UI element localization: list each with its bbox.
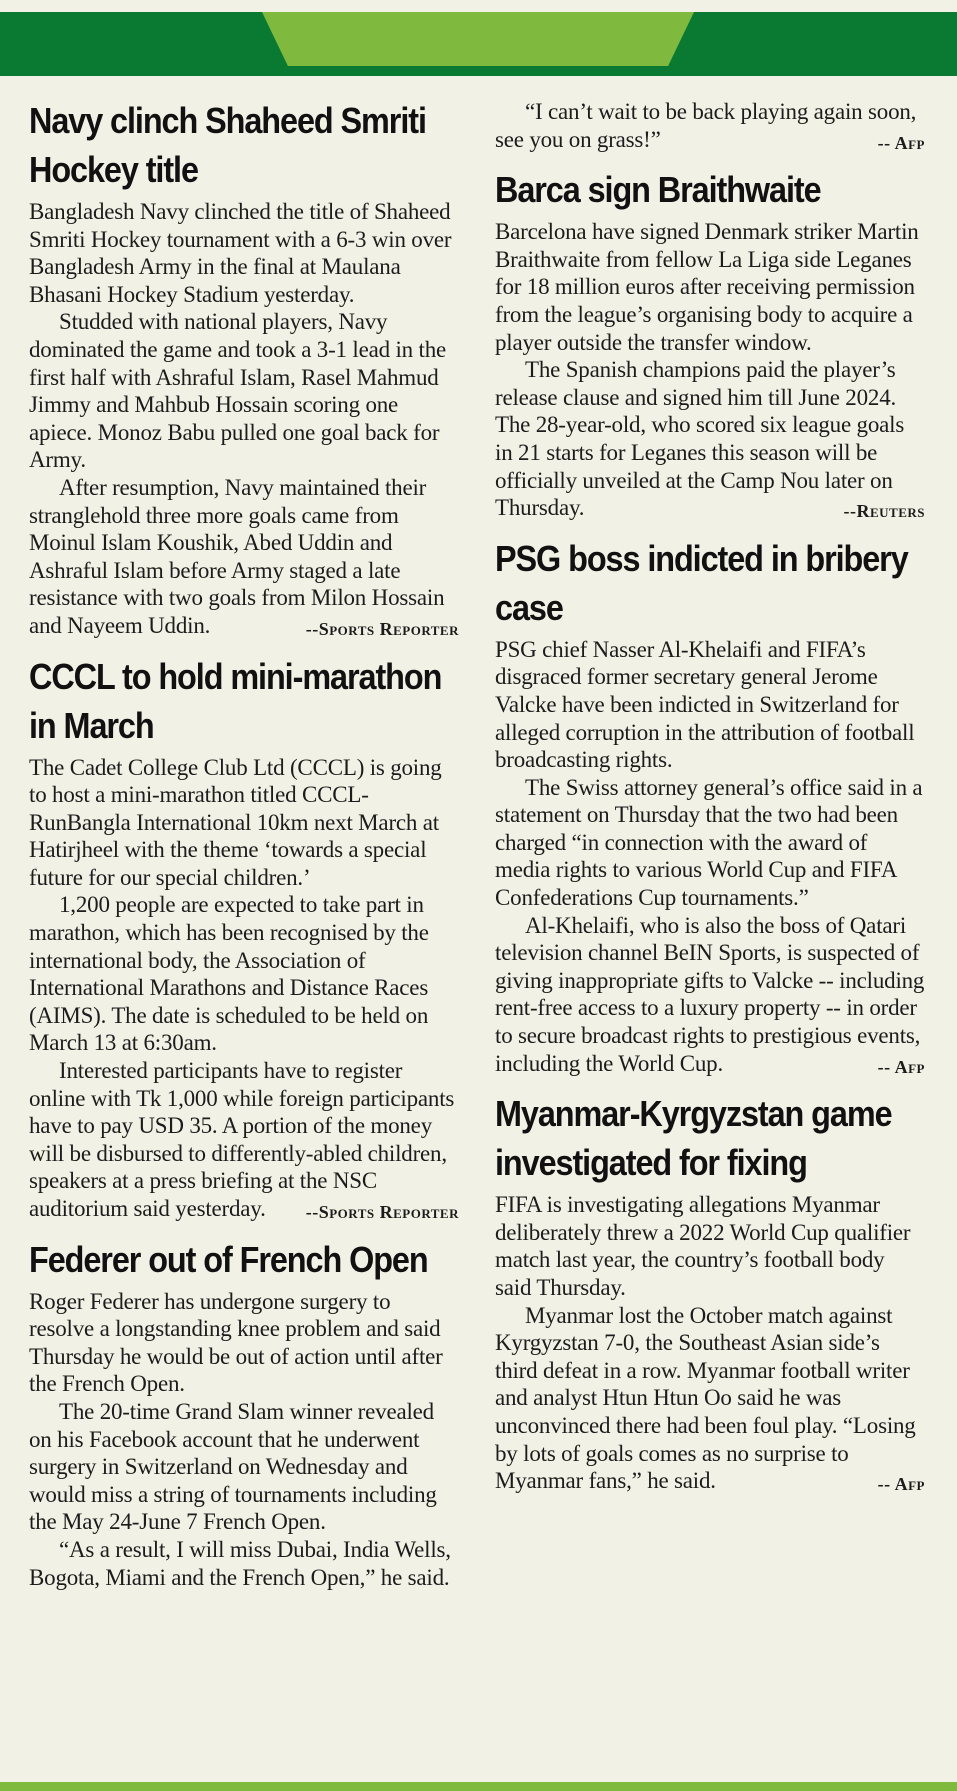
paragraph (495, 98, 925, 153)
article-cccl-marathon (29, 652, 459, 1227)
paragraph: “As a result, I will miss Dubai, India Wells, Bogota, Miami and the French Open,” he said. (29, 1536, 451, 1590)
article-myanmar (495, 1089, 925, 1499)
headline: Myanmar-Kyrgyzstan game investigated for fixing (495, 1093, 892, 1184)
article-federer-continued (495, 98, 925, 157)
paragraph: Barcelona have signed Denmark striker Martin Braithwaite from fellow La Liga side Leganes for 18 million euros after receiving permission from the league’s organising body to acquire a player outside the transfer window. (495, 219, 919, 355)
paragraph (495, 1302, 925, 1495)
paragraph-text: After resumption, Navy maintained their stranglehold three more goals came from Moinul Islam Koushik, Abed Uddin and Ashraful Islam before Army staged a late resistance with two goals from Milon Hossain and Nayeem Uddin. (29, 474, 445, 638)
article-barca (495, 165, 925, 526)
paragraph-text: “I can’t wait to be back playing again soon, see you on grass!” (495, 99, 917, 152)
paragraph: Studded with national players, Navy dominated the game and took a 3-1 lead in the first half with Ashraful Islam, Rasel Mahmud Jimmy and Mahbub Hossain scoring one apiece. Monoz Babu pulled one goal back for Army. (29, 309, 447, 473)
paragraph: PSG chief Nasser Al-Khelaifi and FIFA’s disgraced former secretary general Jerome Valcke have been indicted in Switzerland for alleged corruption in the attribution of football broadcasting rights. (495, 636, 915, 773)
byline: -- Afp (877, 1056, 925, 1077)
headline: PSG boss indicted in bribery case (495, 537, 908, 628)
byline: --Reuters (843, 501, 925, 522)
headline: Federer out of French Open (29, 1238, 428, 1280)
paragraph: Bangladesh Navy clinched the title of Shaheed Smriti Hockey tournament with a 6-3 win over Bangladesh Army in the final at Maulana Bhasani Hockey Stadium yesterday. (29, 199, 452, 307)
paragraph-text: Al-Khelaifi, who is also the boss of Qatari television channel BeIN Sports, is suspected of giving inappropriate gifts to Valcke -- including rent-free access to a luxury property -- in order to secure broadcast rights to prestigious events, including the World Cup. (495, 912, 925, 1076)
byline: -- Afp (877, 132, 925, 153)
headline: Barca sign Braithwaite (495, 169, 821, 211)
footer-bar (0, 1782, 957, 1791)
paragraph: FIFA is investigating allegations Myanmar deliberately threw a 2022 World Cup qualifier match last year, the country’s football body said Thursday. (495, 1192, 911, 1300)
paragraph: Roger Federer has undergone surgery to resolve a longstanding knee problem and said Thursday he would be out of action until after the French Open. (29, 1288, 443, 1397)
byline: -- Afp (877, 1474, 925, 1495)
paragraph (495, 912, 925, 1078)
left-column (29, 88, 459, 1595)
article-navy-hockey (29, 96, 459, 644)
byline: --Sports Reporter (305, 1202, 459, 1222)
banner-trapezoid (262, 12, 694, 66)
right-column (495, 98, 925, 1503)
paragraph-text: Interested participants have to register online with Tk 1,000 while foreign participants have to pay USD 35. A portion of the money will be disbursed to differently-abled children, speakers at a press briefing at the NSC auditorium said yesterday. (29, 1058, 455, 1221)
paragraph (29, 474, 459, 640)
paragraph (29, 1057, 459, 1223)
byline: --Sports Reporter (305, 618, 459, 639)
paragraph-text: The Spanish champions paid the player’s release clause and signed him till June 2024. The 28-year-old, who scored six league goals in 21 starts for Leganes this season will be officially unveiled at the Camp Nou later on Thursday. (495, 357, 905, 521)
paragraph: 1,200 people are expected to take part in marathon, which has been recognised by the international body, the Association of International Marathons and Distance Races (AIMS). The date is scheduled to be held on March 13 at 6:30am. (29, 892, 429, 1056)
paragraph: The 20-time Grand Slam winner revealed on his Facebook account that he underwent surgery in Switzerland on Wednesday and would miss a string of tournaments including the May 24-June 7 French Open. (29, 1398, 437, 1535)
paragraph-text: Myanmar lost the October match against Kyrgyzstan 7-0, the Southeast Asian side’s third defeat in a row. Myanmar football writer and analyst Htun Htun Oo said he was unconvinced there had been foul play. “Losing by lots of goals comes as no surprise to Myanmar fans,” he said. (495, 1302, 916, 1494)
article-psg (495, 534, 925, 1082)
paragraph: The Swiss attorney general’s office said in a statement on Thursday that the two had been charged “in connection with the award of media rights to various World Cup and FIFA Confederations Cup tournaments.” (495, 774, 923, 911)
header-banner (0, 12, 957, 76)
article-federer (29, 1235, 459, 1592)
headline: CCCL to hold mini-marathon in March (29, 655, 442, 746)
headline: Navy clinch Shaheed Smriti Hockey title (29, 100, 426, 190)
paragraph: The Cadet College Club Ltd (CCCL) is going to host a mini-marathon titled CCCL-RunBangla International 10km next March at Hatirjheel with the theme ‘towards a special future for our special children.’ (29, 754, 442, 890)
paragraph (495, 356, 925, 522)
